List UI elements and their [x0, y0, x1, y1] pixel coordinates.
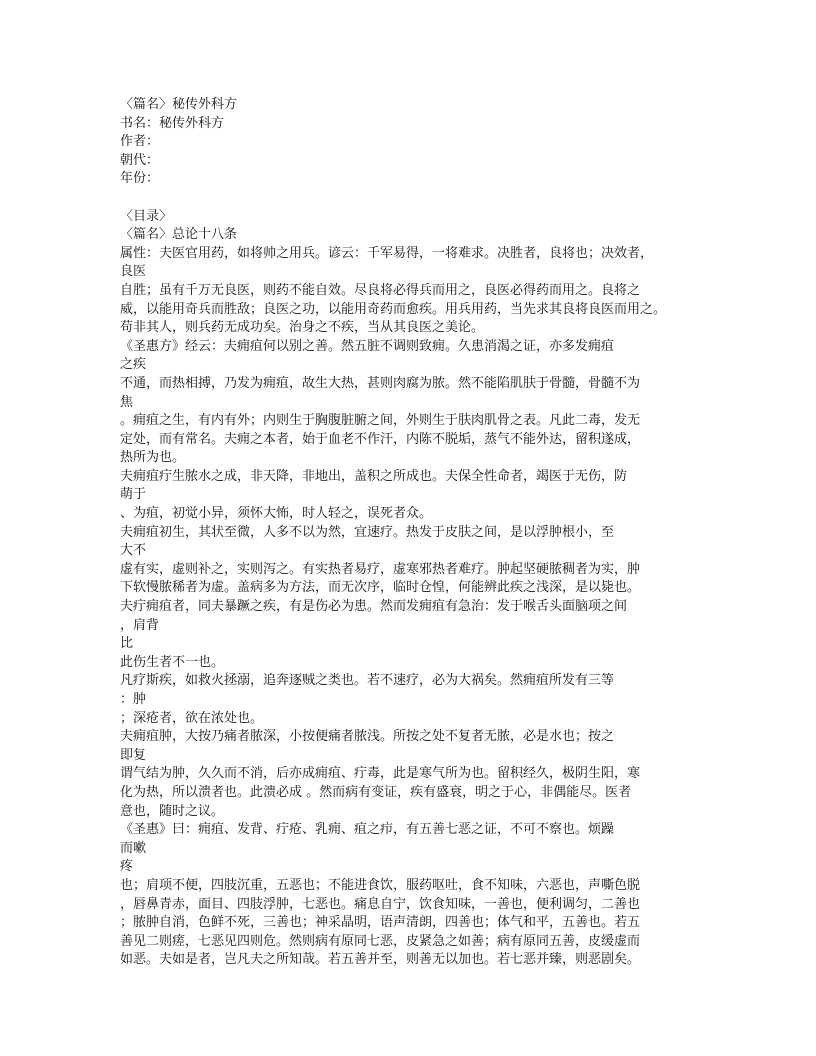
body-line: ：肿: [120, 692, 147, 707]
body-line: ，肩背: [120, 617, 160, 633]
body-line: ；深疮者，欲在浓处也。: [120, 710, 264, 726]
body-line: 、为疽，初觉小异，须怀大怖，时人轻之，误死者众。: [120, 506, 433, 522]
body-line: 疼: [120, 859, 134, 875]
body-line: 夫疔痈疽者，同夫暴蹶之疾，有是伤必为患。然而发痈疽有急治：发于喉舌头面脑项之间: [120, 599, 628, 615]
body-text: [120, 245, 696, 970]
body-line: 即复: [120, 747, 147, 763]
author-line: 作者：: [120, 134, 160, 150]
body-line: 焦: [120, 394, 134, 410]
body-line: 下软慢脓稀者为虚。盖病多为方法，而无次序，临时仓惶，何能辨此疾之浅深，是以毙也。: [120, 580, 641, 596]
body-line: 良医: [120, 264, 147, 280]
title-line: 〈篇名〉秘传外科方: [120, 97, 238, 112]
toc-label: 〈目录〉: [120, 208, 173, 224]
body-line: 自胜；虽有千万无良医，则药不能自效。尽良将必得兵而用之，良医必得药而用之。良将之: [120, 282, 641, 298]
body-line: 大不: [120, 543, 147, 559]
body-line: 谓气结为肿，久久而不消，后亦成痈疽、疔毒，此是寒气所为也。留积经久，极阴生阳，寒: [120, 766, 641, 782]
body-line: 善见二则瘥，七恶见四则危。然则病有原同七恶，皮紧急之如善；病有原同五善，皮缓虚而: [120, 933, 641, 949]
book-name-line: 书名：秘传外科方: [120, 115, 225, 131]
body-line: 。痈疽之生，有内有外；内则生于胸腹脏腑之间，外则生于肤肉肌骨之表。凡此二毒，发无: [120, 413, 641, 429]
body-line: 凡疗斯疾，如救火拯溺，追奔逐贼之类也。若不速疗，必为大祸矣。然痈疽所发有三等: [120, 673, 615, 689]
body-line: 夫痈疽初生，其状至微，人多不以为然，宜速疗。热发于皮肤之间，是以浮肿根小，至: [120, 524, 615, 540]
section-title: 〈篇名〉总论十八条: [120, 227, 238, 243]
body-line: ，唇鼻青赤，面目、四肢浮肿，七恶也。痛息自宁，饮食知味，一善也，便利调匀，二善也: [120, 896, 641, 912]
body-line: 之疾: [120, 357, 147, 373]
body-line: 定处，而有常名。夫痈之本者，始于血老不作汗，内陈不脱垢，蒸气不能外达，留积遂成，: [120, 431, 641, 447]
body-line: 此伤生者不一也。: [120, 654, 225, 670]
body-line: 《圣惠方》经云：夫痈疽何以别之善。然五脏不调则致痈。久患消渴之证，亦多发痈疽: [120, 338, 615, 354]
body-line: 如恶。夫如是者，岂凡夫之所知哉。若五善并至，则善无以加也。若七恶并臻，则恶剧矣。: [120, 952, 641, 968]
body-line: 夫痈疽疔生脓水之成，非天降，非地出，盖积之所成也。夫保全性命者，竭医于无伤，防: [120, 468, 628, 484]
body-line: 而嗽: [120, 840, 147, 856]
body-line: 属性：夫医官用药，如将帅之用兵。谚云：千军易得，一将难求。决胜者，良将也；决效者，: [120, 245, 654, 261]
dynasty-line: 朝代：: [120, 152, 160, 168]
body-line: 化为热，所以溃者也。此溃必成 。然而病有变证，疾有盛衰，明之于心，非偶能尽。医者: [120, 784, 632, 800]
body-line: 《圣惠》曰：痈疽、发背、疔疮、乳痈、疽之疖，有五善七恶之证，不可不察也。烦躁: [120, 822, 615, 838]
document-page: [120, 96, 696, 970]
body-line: 苟非其人，则兵药无成功矣。治身之不疾，当从其良医之美论。: [120, 320, 485, 336]
body-line: ；脓肿自消，色鲜不死，三善也；神采晶明，语声清朗，四善也；体气和平，五善也。若五: [120, 915, 641, 931]
body-line: 虚有实，虚则补之，实则泻之。有实热者易疗，虚寒邪热者难疗。肿起坚硬脓稠者为实，肿: [120, 561, 641, 577]
blank-spacer: [120, 189, 696, 208]
body-line: 意也，随时之议。: [120, 803, 225, 819]
body-line: 威，以能用奇兵而胜敌；良医之功，以能用奇药而愈疾。用兵用药，当先求其良将良医而用之。: [120, 301, 667, 317]
year-line: 年份：: [120, 171, 160, 187]
body-line: 比: [120, 636, 134, 652]
body-line: 夫痈疽肿，大按乃痛者脓深，小按便痛者脓浅。所按之处不复者无脓，必是水也；按之: [120, 729, 615, 745]
body-line: 热所为也。: [120, 450, 186, 466]
body-line: 萌于: [120, 487, 147, 503]
body-line: 也；肩项不便，四肢沉重，五恶也；不能进食饮，服药呕吐，食不知味，六恶也，声嘶色脱: [120, 877, 641, 893]
body-line: 不通，而热相搏，乃发为痈疽，故生大热，甚则肉腐为脓。然不能陷肌肤于骨髓，骨髓不为: [120, 375, 641, 391]
